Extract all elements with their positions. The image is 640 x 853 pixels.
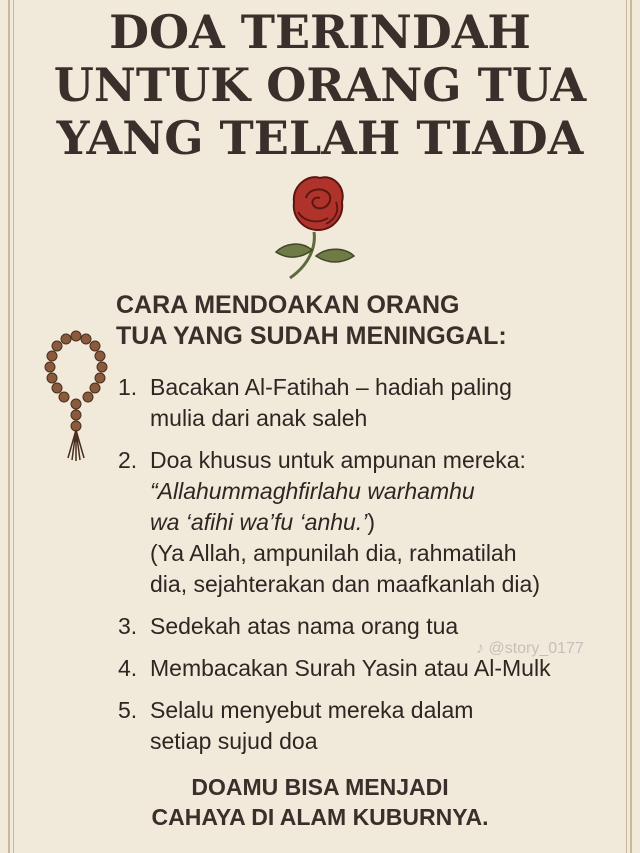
heading-line-1: CARA MENDOAKAN ORANG [116,291,460,319]
list-item-text: mulia dari anak saleh [150,405,368,431]
footer-line-1: DOAMU BISA MENJADI [191,774,449,800]
closing-message [0,772,640,832]
page-title [0,6,640,165]
prayer-text: wa ‘afihi wa’fu ‘anhu.’ [150,509,368,535]
closing-paren: ) [367,509,376,535]
title-line-2: UNTUK ORANG TUA [53,58,587,112]
title-line-1: DOA TERINDAH [109,5,531,59]
rose-icon [270,172,366,282]
translation-text: dia, sejahterakan dan maafkanlah dia) [150,571,540,597]
steps-list [118,372,618,768]
list-item-number: 4. [118,655,138,681]
list-item [118,445,618,600]
list-item [118,372,618,434]
prayer-text-line-2 [150,507,618,538]
heading-line-2: TUA YANG SUDAH MENINGGAL: [116,322,507,350]
list-item [118,695,618,757]
prayer-beads-icon [44,328,108,464]
section-heading [116,290,507,352]
footer-line-2: CAHAYA DI ALAM KUBURNYA. [151,804,489,830]
translation-text: (Ya Allah, ampunilah dia, rahmatilah [150,540,517,566]
list-item-number: 3. [118,613,138,639]
list-item-text: Selalu menyebut mereka dalam [150,697,474,723]
list-item-text: Doa khusus untuk ampunan mereka: [150,447,526,473]
list-item [118,611,618,642]
list-item-number: 2. [118,447,138,473]
title-line-3: YANG TELAH TIADA [56,111,584,165]
prayer-text: “Allahummaghfirlahu warhamhu [150,478,475,504]
list-item-text: setiap sujud doa [150,728,318,754]
list-item-number: 1. [118,374,138,400]
list-item-text: Membacakan Surah Yasin atau Al-Mulk [150,655,551,681]
list-item-text: Bacakan Al-Fatihah – hadiah paling [150,374,512,400]
list-item-number: 5. [118,697,138,723]
list-item-text: Sedekah atas nama orang tua [150,613,459,639]
watermark: ♪ @story_0177 [476,640,584,657]
